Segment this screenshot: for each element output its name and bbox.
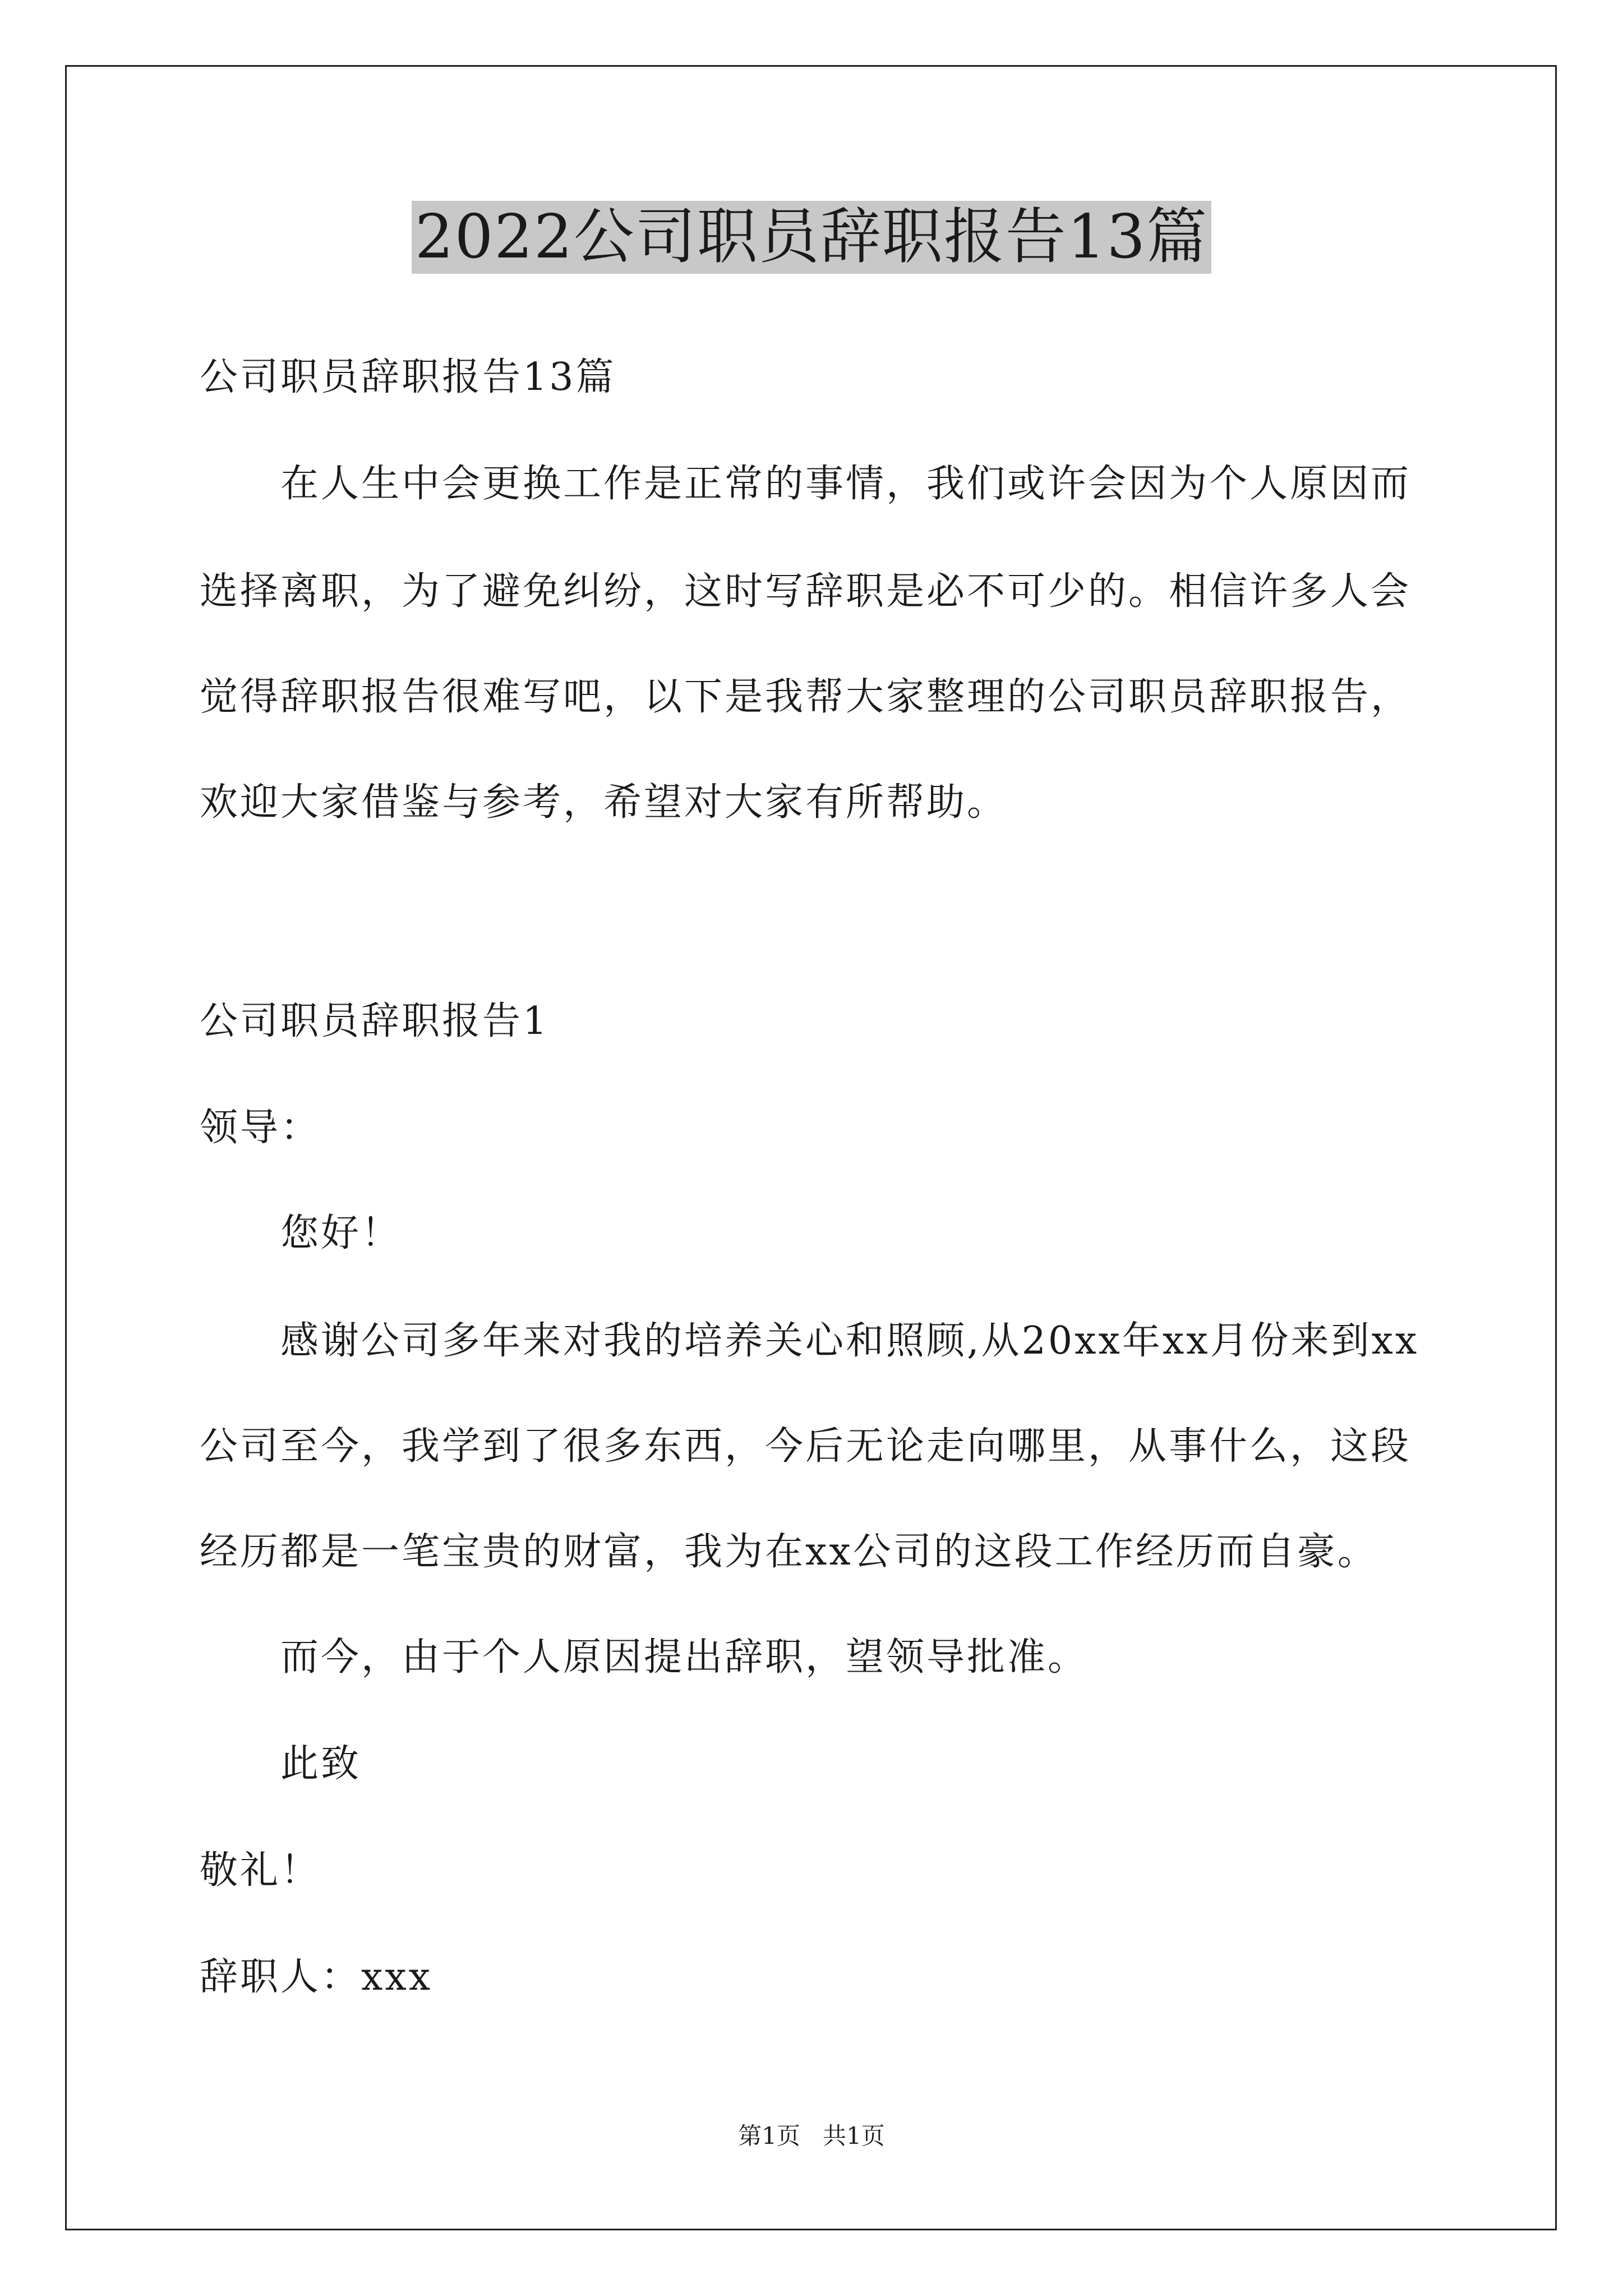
intro-line-3: 觉得辞职报告很难写吧，以下是我帮大家整理的公司职员辞职报告， <box>200 675 1412 719</box>
body-line-1: 感谢公司多年来对我的培养关心和照顾,从20xx年xx月份来到xx <box>280 1319 1419 1363</box>
closing-line: 此致 <box>280 1742 362 1786</box>
intro-line-4: 欢迎大家借鉴与参考，希望对大家有所帮助。 <box>200 780 1008 825</box>
title-container <box>0 201 1623 274</box>
regards-line: 敬礼！ <box>200 1848 321 1893</box>
salutation: 领导： <box>200 1106 321 1150</box>
body-line-2: 公司至今，我学到了很多东西，今后无论走向哪里，从事什么，这段 <box>200 1424 1412 1469</box>
signature-line: 辞职人：xxx <box>200 1955 433 1999</box>
intro-line-2: 选择离职，为了避免纠纷，这时写辞职是必不可少的。相信许多人会 <box>200 569 1412 614</box>
body-line-3: 经历都是一笔宝贵的财富，我为在xx公司的这段工作经历而自豪。 <box>200 1530 1378 1574</box>
document-subtitle: 公司职员辞职报告13篇 <box>200 355 616 399</box>
body-line-4: 而今，由于个人原因提出辞职，望领导批准。 <box>280 1635 1089 1680</box>
page-footer: 第1页 共1页 <box>738 2122 885 2150</box>
document-title: 2022公司职员辞职报告13篇 <box>412 201 1211 274</box>
section-heading: 公司职员辞职报告1 <box>200 999 550 1043</box>
intro-line-1: 在人生中会更换工作是正常的事情，我们或许会因为个人原因而 <box>280 462 1412 506</box>
greeting: 您好！ <box>280 1211 402 1255</box>
